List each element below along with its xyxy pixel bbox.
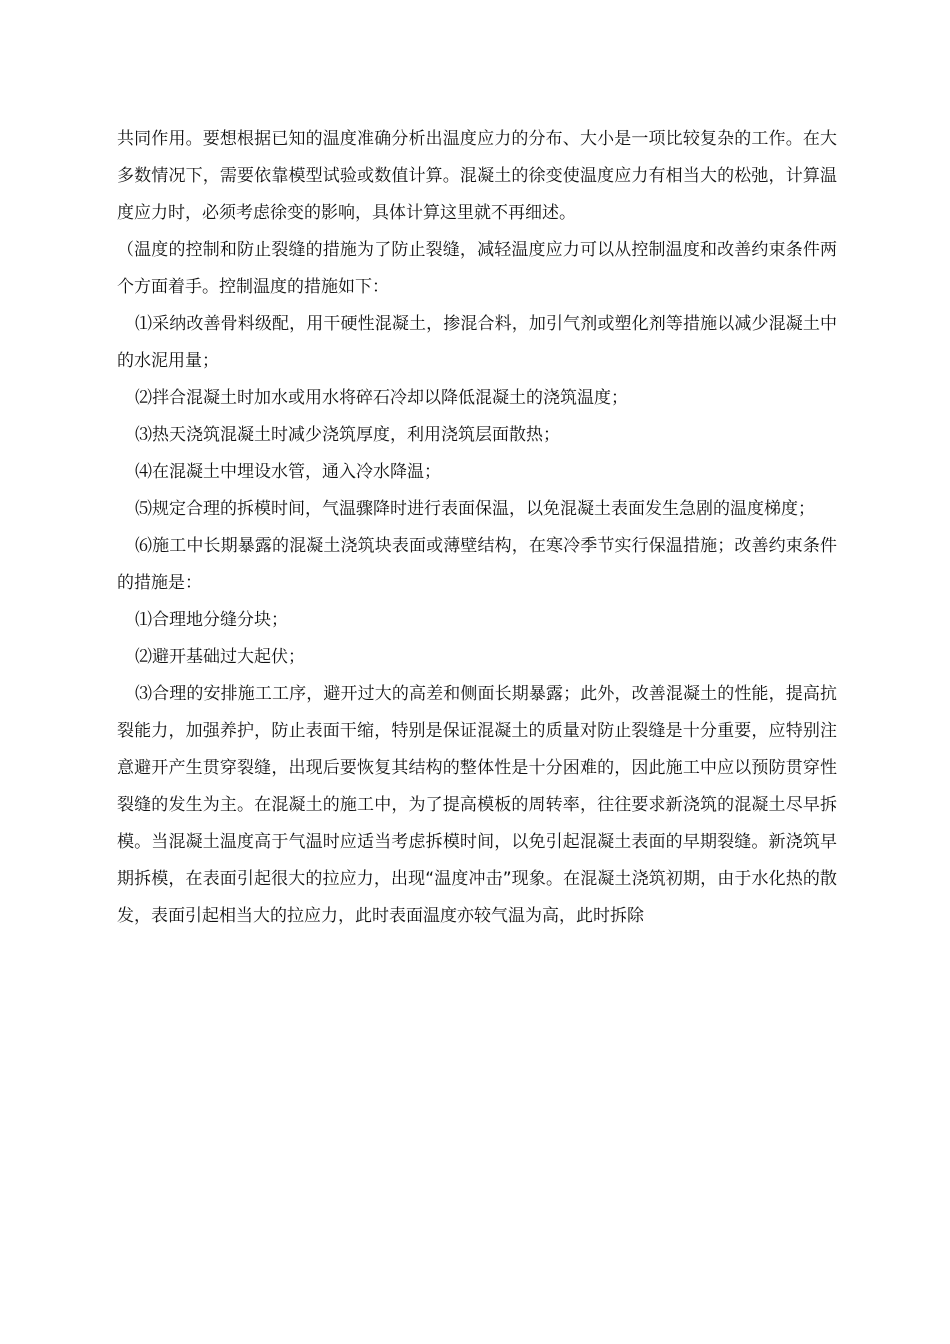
list-item-formwork-time: ⑸规定合理的拆模时间，气温骤降时进行表面保温，以免混凝土表面发生急剧的温度梯度； xyxy=(135,499,815,519)
list-item-aggregate-grading: ⑴采纳改善骨料级配，用干硬性混凝土，掺混合料，加引气剂或塑化剂等措施以减少混凝土中的水泥用量； xyxy=(117,314,837,371)
list-item-insulation: ⑹施工中长期暴露的混凝土浇筑块表面或薄壁结构，在寒冷季节实行保温措施；改善约束条件的措施是： xyxy=(117,536,837,593)
list-item-joints: ⑴合理地分缝分块； xyxy=(135,610,288,630)
list-item-foundation: ⑵避开基础过大起伏； xyxy=(135,647,305,667)
list-item-hot-weather: ⑶热天浇筑混凝土时减少浇筑厚度，利用浇筑层面散热； xyxy=(135,425,560,445)
document-body xyxy=(117,121,837,935)
list-item-water-pipes: ⑷在混凝土中埋设水管，通入冷水降温； xyxy=(135,462,441,482)
list-item-construction-sequence: ⑶合理的安排施工工序，避开过大的高差和侧面长期暴露；此外，改善混凝土的性能，提高抗裂能力，加强养护，防止表面干缩，特别是保证混凝土的质量对防止裂缝是十分重要，应特别注意避开产生贯穿裂缝，出现后要恢复其结构的整体性是十分困难的，因此施工中应以预防贯穿性裂缝的发生为主。在混凝土的施工中，为了提高模板的周转率，往往要求新浇筑的混凝土尽早拆模。当混凝土温度高于气温时应适当考虑拆模时间，以免引起混凝土表面的早期裂缝。新浇筑早期拆模，在表面引起很大的拉应力，出现“温度冲击”现象。在混凝土浇筑初期，由于水化热的散发，表面引起相当大的拉应力，此时表面温度亦较气温为高，此时拆除 xyxy=(117,684,837,926)
paragraph-temperature-control: （温度的控制和防止裂缝的措施为了防止裂缝，减轻温度应力可以从控制温度和改善约束条件两个方面着手。控制温度的措施如下： xyxy=(117,240,837,297)
paragraph-intro: 共同作用。要想根据已知的温度准确分析出温度应力的分布、大小是一项比较复杂的工作。在大多数情况下，需要依靠模型试验或数值计算。混凝土的徐变使温度应力有相当大的松弛，计算温度应力时，必须考虑徐变的影响，具体计算这里就不再细述。 xyxy=(117,129,837,223)
list-item-cooling-water: ⑵拌合混凝土时加水或用水将碎石冷却以降低混凝土的浇筑温度； xyxy=(135,388,628,408)
